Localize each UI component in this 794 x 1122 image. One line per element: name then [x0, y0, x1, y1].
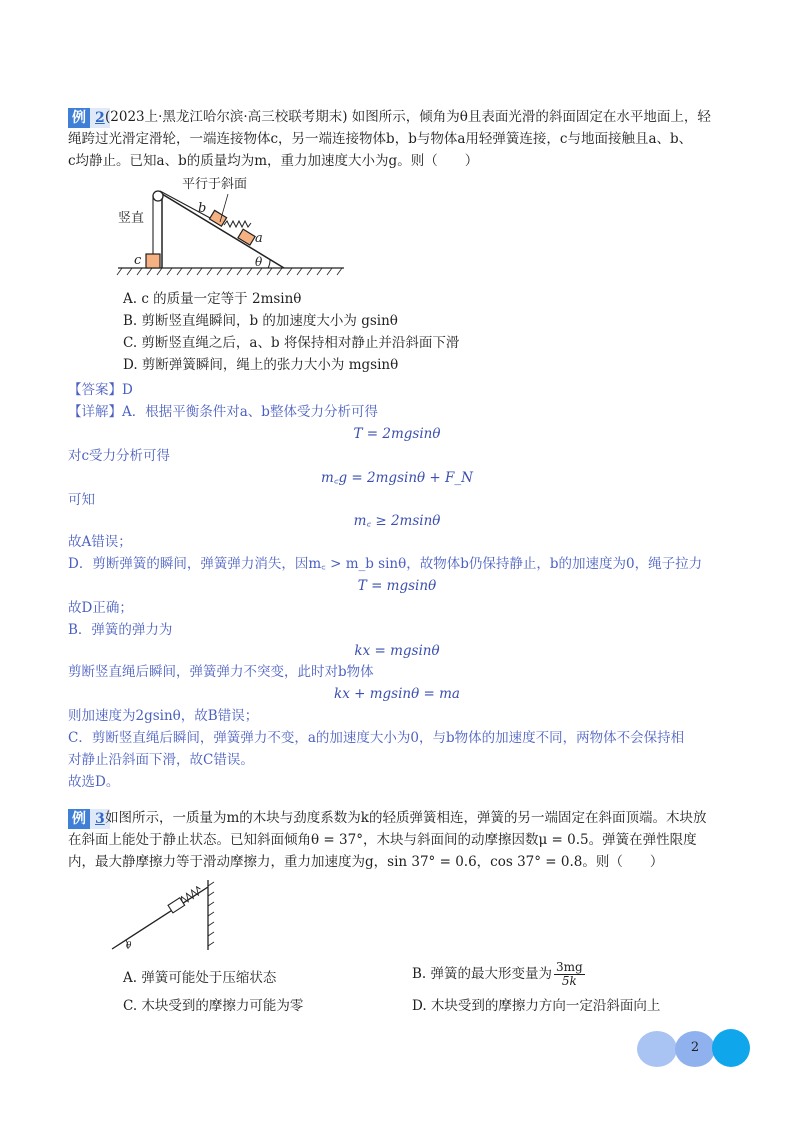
- example-label: 例: [68, 108, 90, 128]
- analysis-line: D．剪断弹簧的瞬间，弹簧弹力消失，因m꜀ > m_b sinθ，故物体b仍保持静止，b的加速度为0，绳子拉力: [68, 556, 703, 572]
- ex2-option-b: B. 剪断竖直绳瞬间，b 的加速度大小为 gsinθ: [123, 313, 398, 329]
- analysis-equation: T = mgsinθ: [357, 578, 437, 594]
- ex2-question-line-3: c均静止。已知a、b的质量均为m，重力加速度大小为g。则（ ）: [68, 153, 479, 169]
- ex3-option-b-prefix: B. 弹簧的最大形变量为: [412, 966, 553, 982]
- analysis-line: 则加速度为2gsinθ，故B错误；: [68, 708, 259, 724]
- ex3-question-line-2: 在斜面上能处于静止状态。已知斜面倾角θ = 37°，木块与斜面间的动摩擦因数μ = 0.5。弹簧在弹性限度: [68, 832, 697, 848]
- analysis-line: 对静止沿斜面下滑，故C错误。: [68, 752, 254, 768]
- page-circle-dark: [712, 1029, 750, 1067]
- label-parallel-to-incline: 平行于斜面: [182, 177, 248, 192]
- analysis-equation: kx + mgsinθ = ma: [334, 686, 460, 702]
- label-theta: θ: [255, 255, 263, 269]
- ex3-option-c: C. 木块受到的摩擦力可能为零: [123, 998, 304, 1014]
- example-number: 2: [90, 108, 110, 128]
- analysis-line: 对c受力分析可得: [68, 448, 171, 464]
- analysis-line: 【详解】A．根据平衡条件对a、b整体受力分析可得: [68, 404, 378, 420]
- label-a: a: [255, 231, 263, 246]
- ex2-answer: 【答案】D: [68, 382, 133, 398]
- analysis-equation: kx = mgsinθ: [354, 643, 440, 659]
- page-circle-light: [637, 1031, 677, 1067]
- fraction-numerator: 3mg: [556, 960, 583, 974]
- fraction-denominator: 5k: [561, 974, 577, 988]
- ex3-question-line-3: 内，最大静摩擦力等于滑动摩擦力，重力加速度为g，sin 37° = 0.6，cos 37° = 0.8。则（ ）: [68, 854, 664, 870]
- ex2-incline-pulley-diagram: [112, 172, 347, 277]
- ex2-option-c: C. 剪断竖直绳之后，a、b 将保持相对静止并沿斜面下滑: [123, 335, 460, 351]
- analysis-line: C．剪断竖直绳后瞬间，弹簧弹力不变，a的加速度大小为0，与b物体的加速度不同，两物体不会保持相: [68, 730, 685, 746]
- ex2-question-line-1: (2023上·黑龙江哈尔滨·高三校联考期末) 如图所示，倾角为θ且表面光滑的斜面固定在水平地面上，轻: [105, 109, 711, 125]
- label-c: c: [134, 253, 142, 268]
- ex3-question-line-1: 如图所示，一质量为m的木块与劲度系数为k的轻质弹簧相连，弹簧的另一端固定在斜面顶端。木块放: [105, 810, 707, 826]
- analysis-line: 故A错误；: [68, 534, 132, 550]
- ex3-option-a: A. 弹簧可能处于压缩状态: [123, 970, 277, 986]
- label-theta: θ: [126, 941, 132, 951]
- label-b: b: [198, 201, 207, 216]
- ex3-option-d: D. 木块受到的摩擦力方向一定沿斜面向上: [412, 998, 661, 1014]
- analysis-line: B．弹簧的弹力为: [68, 622, 173, 638]
- ex2-question-line-2: 绳跨过光滑定滑轮，一端连接物体c，另一端连接物体b，b与物体a用轻弹簧连接，c与地面接触且a、b、: [68, 131, 693, 147]
- example-number: 3: [90, 809, 110, 829]
- analysis-line: 剪断竖直绳后瞬间，弹簧弹力不突变，此时对b物体: [68, 664, 374, 680]
- example-label: 例: [68, 809, 90, 829]
- example-2-tag: [68, 107, 110, 127]
- analysis-equation: T = 2mgsinθ: [353, 426, 441, 442]
- ex3-option-b: [412, 961, 585, 988]
- example-3-tag: [68, 808, 110, 828]
- label-vertical: 竖直: [118, 211, 145, 226]
- ex3-option-b-fraction: [554, 961, 585, 988]
- analysis-line: 故选D。: [68, 774, 120, 790]
- analysis-equation: m꜀g = 2mgsinθ + F_N: [321, 470, 473, 486]
- analysis-line: 故D正确；: [68, 600, 133, 616]
- ex2-option-d: D. 剪断弹簧瞬间，绳上的张力大小为 mgsinθ: [123, 357, 399, 373]
- ex3-incline-spring-diagram: [108, 876, 218, 954]
- analysis-line: 可知: [68, 492, 95, 508]
- analysis-equation: m꜀ ≥ 2msinθ: [353, 513, 441, 529]
- page-number: 2: [690, 1040, 700, 1055]
- ex2-option-a: A. c 的质量一定等于 2msinθ: [123, 291, 302, 307]
